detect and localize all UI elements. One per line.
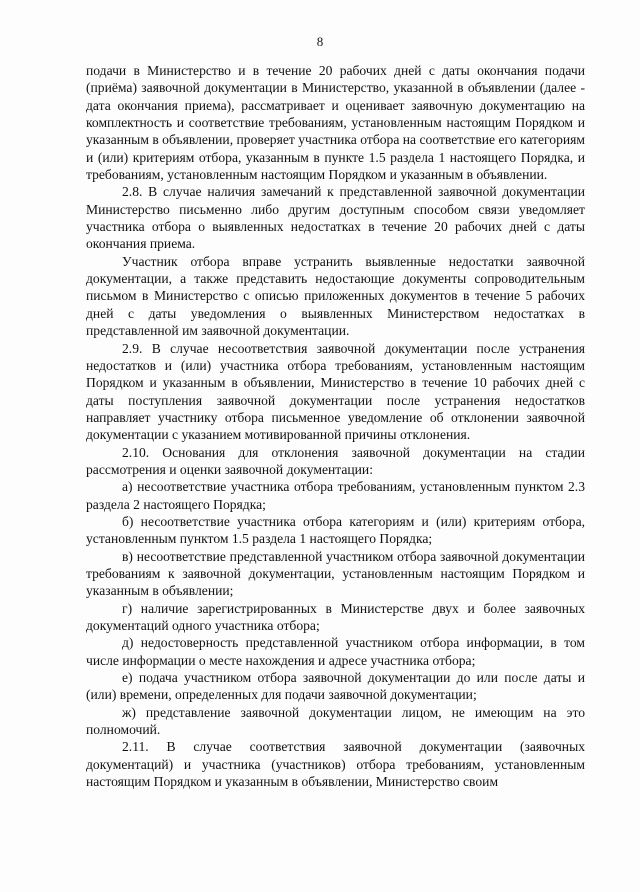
list-item-v: в) несоответствие представленной участником отбора заявочной документации требованиям к заявочной документации, установленным настоящим Порядком и указанным в объявлении;	[86, 548, 585, 599]
page-number: 8	[316, 34, 324, 49]
list-item-zh: ж) представление заявочной документации лицом, не имеющим на это полномочий.	[86, 704, 585, 738]
list-item-e: е) подача участником отбора заявочной документации до или после даты и (или) времени, определенных для подачи заявочной документации;	[86, 670, 585, 703]
paragraph-2-8-participant: Участник отбора вправе устранить выявленные недостатки заявочной документации, а также представить недостающие документы сопроводительным письмом в Министерство с описью приложенных документов в течение 5 рабочих дней с даты уведомления о выявленных Министерством недостатках в представленной им заявочной документации.	[86, 253, 585, 339]
list-item-b: б) несоответствие участника отбора категориям и (или) критериям отбора, установленным пунктом 1.5 раздела 1 настоящего Порядка;	[86, 513, 585, 547]
list-item-d: д) недостоверность представленной участником отбора информации, в том числе информации о месте нахождения и адресе участника отбора;	[86, 635, 585, 668]
document-body	[86, 62, 585, 790]
list-item-a: а) несоответствие участника отбора требованиям, установленным пунктом 2.3 раздела 2 настоящего Порядка;	[86, 479, 585, 512]
paragraph-continuation: подачи в Министерство и в течение 20 рабочих дней с даты окончания подачи (приёма) заявочной документации в Министерство, указанной в объявлении (далее - дата окончания приема), рассматривает и оценивает заявочную документацию на комплектность и соответствие требованиям, установленным настоящим Порядком и указанным в объявлении, проверяет участника отбора на соответствие его категориям и (или) критериям отбора, указанным в пункте 1.5 раздела 1 настоящего Порядка, и требованиям, установленным настоящим Порядком и указанным в объявлении.	[86, 63, 585, 183]
list-item-g: г) наличие зарегистрированных в Министерстве двух и более заявочных документаций одного участника отбора;	[86, 600, 585, 633]
paragraph-2-9: 2.9. В случае несоответствия заявочной документации после устранения недостатков и (или) участника отбора требованиям, установленным настоящим Порядком и указанным в объявлении, Министерство в течение 10 рабочих дней с даты поступления заявочной документации после устранения недостатков направляет участнику отбора письменное уведомление об отклонении заявочной документации с указанием мотивированной причины отклонения.	[86, 340, 585, 443]
paragraph-2-8: 2.8. В случае наличия замечаний к представленной заявочной документации Министерство письменно либо другим доступным способом связи уведомляет участника отбора о выявленных недостатках в течение 20 рабочих дней с даты окончания приема.	[86, 184, 585, 252]
paragraph-2-11: 2.11. В случае соответствия заявочной документации (заявочных документаций) и участника (участников) отбора требованиям, установленным настоящим Порядком и указанным в объявлении, Министерство своим	[86, 739, 585, 790]
paragraph-2-10: 2.10. Основания для отклонения заявочной документации на стадии рассмотрения и оценки заявочной документации:	[86, 444, 585, 477]
